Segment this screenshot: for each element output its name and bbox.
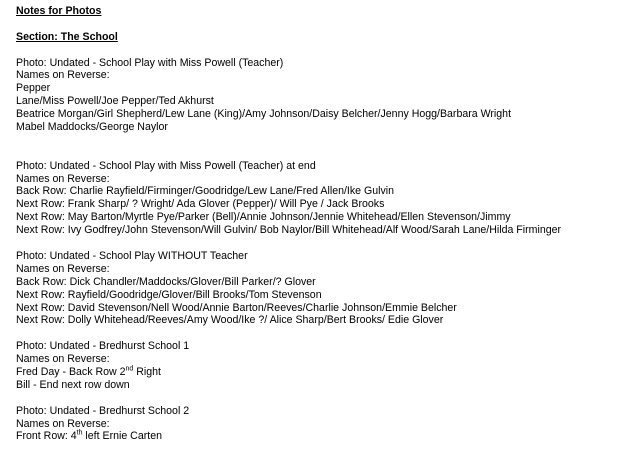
names-line: Back Row: Charlie Rayfield/Firminger/Goodridge/Lew Lane/Fred Allen/Ike Gulvin	[16, 185, 395, 198]
names-text: Front Row: 4	[16, 430, 77, 443]
photo-entry	[16, 405, 636, 444]
names-label: Names on Reverse:	[16, 417, 110, 430]
photo-caption: Photo: Undated - School Play WITHOUT Teacher	[16, 249, 248, 262]
names-label: Names on Reverse:	[16, 353, 110, 366]
names-label: Names on Reverse:	[16, 172, 110, 185]
section-heading: Section: The School	[16, 30, 118, 43]
photo-entry	[16, 160, 636, 237]
spacer	[16, 237, 636, 250]
names-text: Right	[133, 365, 161, 378]
names-line: Next Row: Rayfield/Goodridge/Glover/Bill Brooks/Tom Stevenson	[16, 288, 322, 301]
names-line: Next Row: Ivy Godfrey/John Stevenson/Will Gulvin/ Bob Naylor/Bill Whitehead/Alf Wood/Sarah Lane/Hilda Firminger	[16, 224, 562, 237]
names-line	[16, 430, 636, 443]
photo-entry	[16, 250, 636, 327]
ordinal-suffix: th	[76, 429, 83, 437]
names-line: Beatrice Morgan/Girl Shepherd/Lew Lane (King)/Amy Johnson/Daisy Belcher/Jenny Hogg/Barbara Wright	[16, 108, 512, 121]
document-page	[16, 5, 636, 443]
names-label: Names on Reverse:	[16, 69, 110, 82]
spacer	[16, 18, 636, 31]
names-text: Fred Day - Back Row 2	[16, 365, 126, 378]
names-label: Names on Reverse:	[16, 262, 110, 275]
document-title: Notes for Photos	[16, 5, 102, 17]
photo-entry	[16, 340, 636, 392]
spacer	[16, 392, 636, 405]
photo-caption: Photo: Undated - Bredhurst School 2	[16, 404, 190, 417]
names-line: Bill - End next row down	[16, 378, 130, 391]
names-text: left Ernie Carten	[82, 430, 162, 443]
photo-entry	[16, 57, 636, 134]
photo-caption: Photo: Undated - School Play with Miss Powell (Teacher) at end	[16, 159, 316, 172]
names-line: Pepper	[16, 82, 51, 95]
names-line: Next Row: May Barton/Myrtle Pye/Parker (Bell)/Annie Johnson/Jennie Whitehead/Ellen Stevenson/Jimmy	[16, 211, 511, 224]
names-line: Back Row: Dick Chandler/Maddocks/Glover/Bill Parker/? Glover	[16, 275, 316, 288]
spacer	[16, 134, 636, 160]
photo-caption: Photo: Undated - School Play with Miss Powell (Teacher)	[16, 56, 284, 69]
names-line	[16, 366, 636, 379]
ordinal-suffix: nd	[125, 365, 134, 373]
names-line: Lane/Miss Powell/Joe Pepper/Ted Akhurst	[16, 95, 214, 108]
names-line: Next Row: Frank Sharp/ ? Wright/ Ada Glover (Pepper)/ Will Pye / Jack Brooks	[16, 198, 385, 211]
names-line: Mabel Maddocks/George Naylor	[16, 121, 168, 134]
names-line: Next Row: David Stevenson/Nell Wood/Annie Barton/Reeves/Charlie Johnson/Emmie Belcher	[16, 301, 457, 314]
photo-caption: Photo: Undated - Bredhurst School 1	[16, 340, 190, 353]
spacer	[16, 327, 636, 340]
spacer	[16, 44, 636, 57]
names-line: Next Row: Dolly Whitehead/Reeves/Amy Wood/Ike ?/ Alice Sharp/Bert Brooks/ Edie Glover	[16, 314, 444, 327]
